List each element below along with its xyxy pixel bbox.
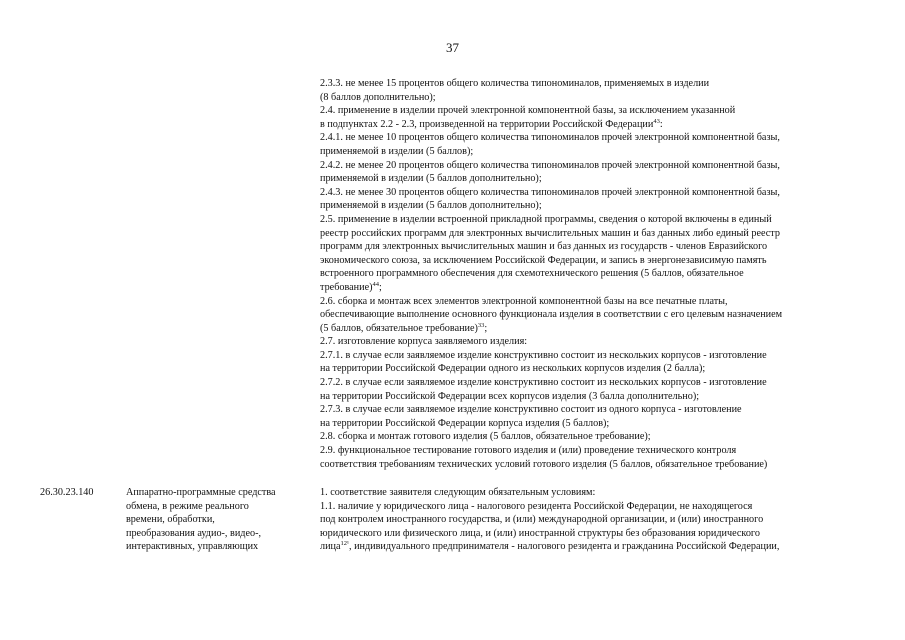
line-text: на территории Российской Федерации всех корпусов изделия (3 балла дополнительно); — [320, 390, 700, 402]
line-text: (5 баллов, обязательное требование) — [320, 322, 478, 334]
text-line — [320, 540, 865, 554]
line-text-after: : — [659, 118, 663, 130]
line-text: требование) — [320, 281, 373, 293]
text-line — [320, 145, 865, 159]
footnote-marker: 12¹ — [340, 540, 349, 548]
line-text: программ для электронных вычислительных машин и баз данных из государств - членов Евразийского — [320, 241, 768, 253]
line-text: 2.7. изготовление корпуса заявляемого изделия: — [320, 336, 528, 348]
line-text: встроенного программного обеспечения для схемотехнического решения (5 баллов, обязательное — [320, 268, 744, 280]
footnote-marker: 44 — [372, 280, 379, 288]
line-text: 2.4. применение в изделии прочей электронной компонентной базы, за исключением указанной — [320, 105, 736, 117]
text-line — [320, 118, 865, 132]
line-text: на территории Российской Федерации корпуса изделия (5 баллов); — [320, 417, 610, 429]
text-line — [320, 486, 865, 500]
line-text: под контролем иностранного государства, и (или) международной организации, и (или) иностранного — [320, 514, 764, 526]
product-name-line: обмена, в режиме реального — [126, 500, 249, 512]
product-name-line: интерактивных, управляющих — [126, 541, 259, 553]
line-text: (8 баллов дополнительно); — [320, 91, 436, 103]
product-name — [126, 486, 306, 554]
text-line — [320, 403, 865, 417]
text-line — [320, 349, 865, 363]
text-line — [320, 444, 865, 458]
line-text: применяемой в изделии (5 баллов дополнительно); — [320, 173, 542, 185]
text-line — [320, 417, 865, 431]
footnote-marker: 33 — [477, 321, 485, 329]
text-line — [320, 172, 865, 186]
page-number: 37 — [446, 40, 459, 55]
text-line — [320, 131, 865, 145]
okpd2-code: 26.30.23.140 — [40, 487, 94, 498]
line-text: 2.6. сборка и монтаж всех элементов электронной компонентной базы на все печатные платы, — [320, 295, 728, 307]
line-text: 2.9. функциональное тестирование готового изделия и (или) проведение технического контроля — [320, 445, 737, 457]
text-line — [320, 362, 865, 376]
line-text: обеспечивающие выполнение основного функционала изделия в соответствии с его целевым назначением — [320, 309, 783, 321]
line-text: реестр российских программ для электронных вычислительных машин и баз данных либо единый реестр — [320, 227, 780, 239]
text-line — [320, 430, 865, 444]
text-line — [320, 458, 865, 472]
text-line — [320, 213, 865, 227]
text-line — [320, 500, 865, 514]
line-text: 2.4.2. не менее 20 процентов общего количества типономиналов прочей электронной компонентной базы, — [320, 159, 780, 171]
product-name-line: времени, обработки, — [126, 514, 215, 526]
line-text: 2.7.1. в случае если заявляемое изделие конструктивно состоит из нескольких корпусов - изготовление — [320, 349, 767, 361]
text-line — [320, 91, 865, 105]
text-line — [320, 295, 865, 309]
line-text: 2.3.3. не менее 15 процентов общего количества типономиналов, применяемых в изделии — [320, 78, 710, 89]
line-text: юридического или физического лица, и (или) иностранной структуры без образования юридического — [320, 527, 760, 539]
line-text: 2.5. применение в изделии встроенной прикладной программы, сведения о которой включены в единый — [320, 213, 772, 225]
text-line — [320, 186, 865, 200]
line-text: 1.1. наличие у юридического лица - налогового резидента Российской Федерации, не находящегося — [320, 500, 753, 512]
line-text: 2.7.3. в случае если заявляемое изделие конструктивно состоит из одного корпуса - изготовление — [320, 404, 742, 416]
line-text: экономического союза, за исключением Российской Федерации, и запись в энергонезависимую память — [320, 254, 767, 266]
text-line — [320, 513, 865, 527]
text-line — [320, 254, 865, 268]
line-text: 2.4.1. не менее 10 процентов общего количества типономиналов прочей электронной компонентной базы, — [320, 132, 780, 144]
requirements-list — [320, 486, 865, 554]
line-text: соответствия требованиям технических условий готового изделия (5 баллов, обязательное требование) — [320, 458, 768, 470]
text-line — [320, 376, 865, 390]
text-line — [320, 104, 865, 118]
line-text: на территории Российской Федерации одного из нескольких корпусов изделия (2 балла); — [320, 363, 706, 375]
text-line — [320, 390, 865, 404]
line-text: 2.7.2. в случае если заявляемое изделие конструктивно состоит из нескольких корпусов - изготовление — [320, 377, 767, 389]
requirements-continued — [320, 77, 865, 471]
footnote-marker: 43 — [653, 117, 660, 125]
text-line — [320, 77, 865, 91]
line-text: применяемой в изделии (5 баллов дополнительно); — [320, 200, 542, 212]
line-text-after: ; — [484, 322, 488, 334]
text-line — [320, 159, 865, 173]
line-text: в подпунктах 2.2 - 2.3, произведенной на территории Российской Федерации — [320, 118, 654, 130]
text-line — [320, 227, 865, 241]
line-text: 1. соответствие заявителя следующим обязательным условиям: — [320, 487, 596, 498]
text-line — [320, 322, 865, 336]
product-name-line: Аппаратно-программные средства — [126, 487, 276, 498]
product-name-line: преобразования аудио-, видео-, — [126, 527, 262, 539]
text-line — [320, 199, 865, 213]
text-line — [320, 335, 865, 349]
text-line — [320, 527, 865, 541]
line-text: лица — [320, 541, 341, 553]
text-line — [320, 240, 865, 254]
line-text: 2.4.3. не менее 30 процентов общего количества типономиналов прочей электронной компонентной базы, — [320, 186, 780, 198]
line-text: 2.8. сборка и монтаж готового изделия (5 баллов, обязательное требование); — [320, 431, 651, 443]
line-text: применяемой в изделии (5 баллов); — [320, 145, 474, 157]
text-line — [320, 267, 865, 281]
text-line — [320, 308, 865, 322]
line-text-after: , индивидуального предпринимателя - налогового резидента и гражданина Российской Федерации, — [348, 541, 780, 553]
text-line — [320, 281, 865, 295]
line-text-after: ; — [379, 281, 382, 293]
